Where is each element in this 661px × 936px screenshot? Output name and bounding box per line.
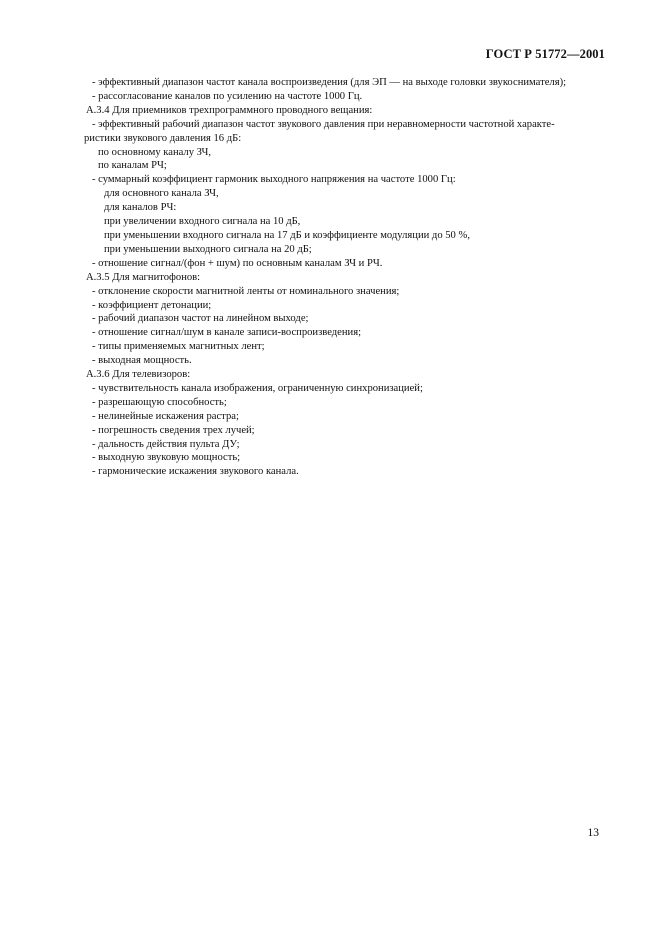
section-heading: А.3.6 Для телевизоров: [86, 369, 191, 381]
list-item: - рассогласование каналов по усилению на частоте 1000 Гц. [92, 90, 363, 102]
list-item: - рабочий диапазон частот на линейном выходе; [92, 313, 309, 325]
list-item: - типы применяемых магнитных лент; [92, 341, 265, 353]
section-heading: А.3.5 Для магнитофонов: [86, 271, 201, 283]
list-item: - эффективный диапазон частот канала воспроизведения (для ЭП — на выходе головки звукоснимателя); [92, 77, 567, 88]
list-item: - коэффициент детонации; [92, 299, 212, 311]
list-item: - чувствительность канала изображения, ограниченную синхронизацией; [92, 382, 423, 394]
list-item: - разрешающую способность; [92, 396, 227, 408]
sub-item: при уменьшении входного сигнала на 17 дБ и коэффициенте модуляции до 50 %, [104, 229, 470, 241]
list-item: - отношение сигнал/(фон + шум) по основным каналам ЗЧ и РЧ. [92, 257, 383, 269]
list-item: - погрешность сведения трех лучей; [92, 424, 255, 436]
sub-item: для основного канала ЗЧ, [104, 188, 219, 200]
sub-item: при уменьшении выходного сигнала на 20 дБ; [104, 243, 312, 255]
list-item: - гармонические искажения звукового канала. [92, 466, 299, 478]
list-item: - нелинейные искажения растра; [92, 410, 239, 422]
list-item: - эффективный рабочий диапазон частот звукового давления при неравномерности частотной характе- [92, 118, 555, 130]
section-heading: А.3.4 Для приемников трехпрограммного проводного вещания: [86, 104, 373, 116]
sub-item: для каналов РЧ: [104, 202, 177, 214]
sub-item: по основному каналу ЗЧ, [98, 146, 212, 158]
page-number: 13 [587, 827, 599, 839]
list-item: - дальность действия пульта ДУ; [92, 438, 240, 450]
list-item-continuation: ристики звукового давления 16 дБ: [84, 132, 242, 144]
list-item: - суммарный коэффициент гармоник выходного напряжения на частоте 1000 Гц: [92, 174, 456, 186]
document-code-header: ГОСТ Р 51772—2001 [485, 47, 605, 61]
document-body [84, 76, 602, 479]
list-item: - выходная мощность. [92, 355, 192, 367]
sub-item: при увеличении входного сигнала на 10 дБ, [104, 216, 301, 228]
list-item: - отклонение скорости магнитной ленты от номинального значения; [92, 285, 400, 297]
list-item: - отношение сигнал/шум в канале записи-воспроизведения; [92, 327, 362, 339]
list-item: - выходную звуковую мощность; [92, 452, 241, 464]
sub-item: по каналам РЧ; [98, 160, 167, 172]
